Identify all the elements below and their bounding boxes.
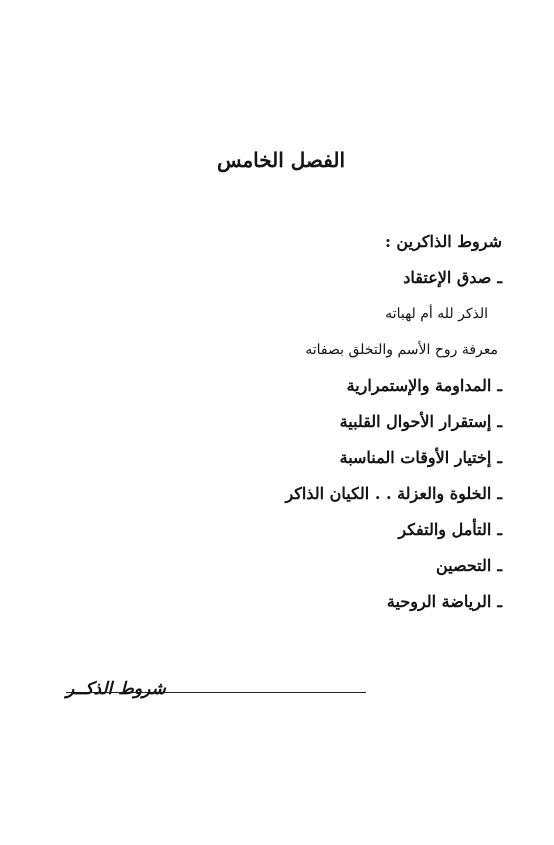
list-item (42, 368, 502, 404)
dash-marker: ـ (497, 556, 502, 575)
list-item-text: إستقرار الأحوال القلبية (339, 412, 492, 431)
list-item (42, 548, 502, 584)
list-item-text: التحصين (435, 556, 492, 575)
dash-marker: ـ (497, 412, 502, 431)
dash-marker: ـ (497, 448, 502, 467)
dash-marker: ـ (497, 520, 502, 539)
conditions-list (42, 224, 502, 620)
dash-marker: ـ (497, 592, 502, 611)
dash-marker: ـ (497, 268, 502, 287)
list-item-text: الخلوة والعزلة . . الكيان الذاكر (285, 484, 492, 503)
list-item-text: المداومة والإستمرارية (346, 376, 492, 395)
list-item (42, 476, 502, 512)
list-item-text: صدق الإعتقاد (403, 268, 492, 287)
list-item (42, 440, 502, 476)
list-item-text: التأمل والتفكر (398, 520, 492, 539)
chapter-title: الفصل الخامس (216, 148, 346, 172)
page-footer (66, 676, 496, 702)
list-item-text: إختيار الأوقات المناسبة (339, 448, 492, 467)
list-item (42, 512, 502, 548)
list-item (42, 404, 502, 440)
footer-running-title: شروط الذكــر (66, 679, 166, 699)
sub-item: الذكر لله أم لهباته (385, 306, 488, 322)
list-item (42, 260, 502, 296)
list-item-text: الرياضة الروحية (386, 592, 492, 611)
list-item (42, 584, 502, 620)
dash-marker: ـ (497, 376, 502, 395)
dash-marker: ـ (497, 484, 502, 503)
sub-item: معرفة روح الأسم والتخلق بصفاته (305, 342, 498, 358)
section-heading: شروط الذاكرين : (384, 232, 502, 251)
